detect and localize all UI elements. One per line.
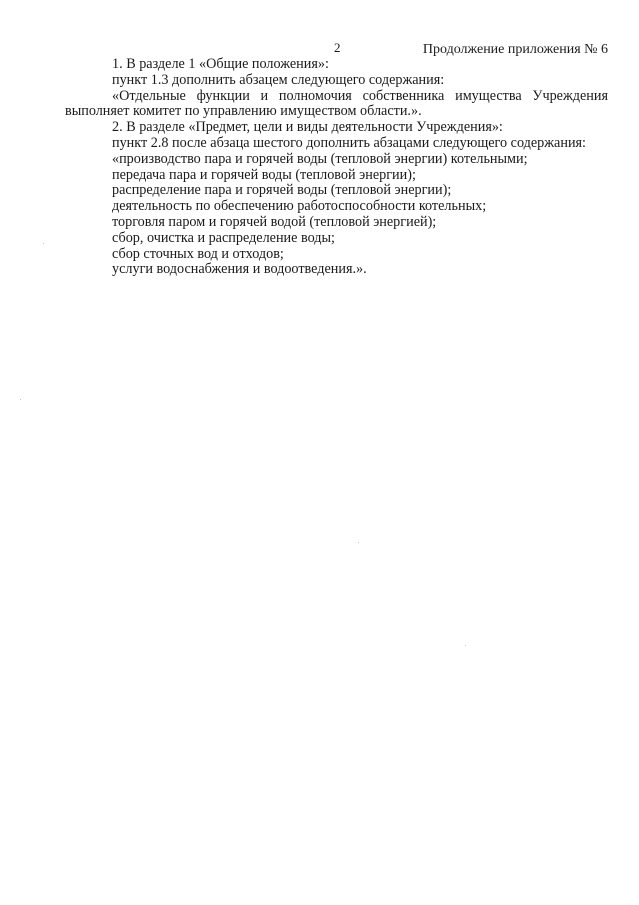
- list-item: торговля паром и горячей водой (тепловой энергией);: [112, 213, 437, 230]
- scan-speck: [358, 542, 359, 543]
- page-number: 2: [334, 40, 341, 55]
- document-body: [65, 57, 608, 278]
- list-item: передача пара и горячей воды (тепловой энергии);: [112, 166, 416, 183]
- scan-speck: [465, 645, 466, 646]
- list-item: услуги водоснабжения и водоотведения.».: [112, 261, 367, 278]
- item-1-3-instruction: пункт 1.3 дополнить абзацем следующего содержания:: [112, 71, 445, 88]
- list-item: распределение пара и горячей воды (тепловой энергии);: [112, 182, 452, 199]
- continuation-header: Продолжение приложения № 6: [422, 42, 608, 57]
- list-item: сбор сточных вод и отходов;: [112, 245, 284, 262]
- section-2-heading: 2. В разделе «Предмет, цели и виды деятельности Учреждения»:: [112, 119, 503, 136]
- scan-speck: [20, 399, 21, 400]
- list-item: сбор, очистка и распределение воды;: [112, 229, 335, 246]
- item-2-8-instruction: пункт 2.8 после абзаца шестого дополнить абзацами следующего содержания:: [112, 134, 586, 151]
- item-1-3-text: «Отдельные функции и полномочия собственника имущества Учреждения выполняет комитет по управлению имуществом области.».: [65, 87, 608, 120]
- scan-speck: [43, 243, 44, 244]
- list-item: деятельность по обеспечению работоспособности котельных;: [112, 198, 487, 215]
- section-1-heading: 1. В разделе 1 «Общие положения»:: [112, 56, 329, 72]
- list-item: «производство пара и горячей воды (тепловой энергии) котельными;: [112, 150, 528, 167]
